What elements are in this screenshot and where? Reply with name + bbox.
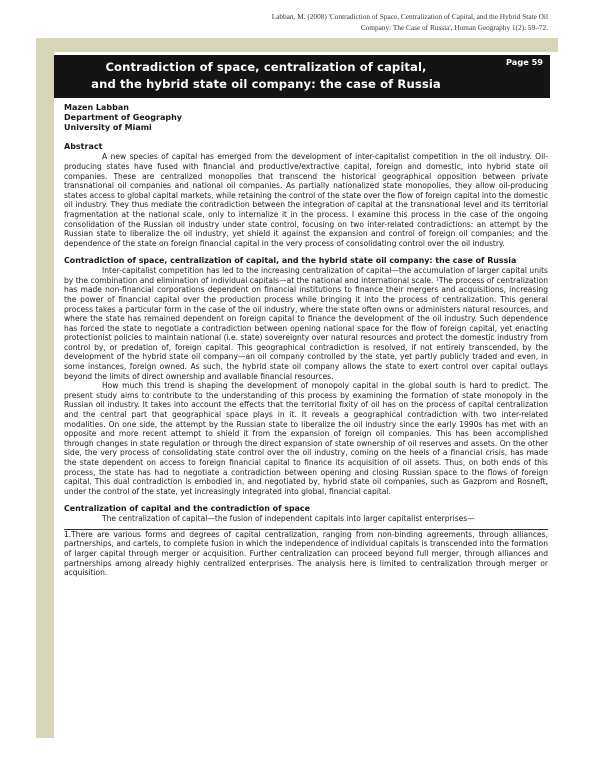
- left-decorative-bar: [36, 38, 54, 738]
- page-number: Page 59: [506, 57, 543, 67]
- citation-line-1: Labban, M. (2008) 'Contradiction of Space, Centralization of Capital, and the Hybrid State Oil: [271, 12, 548, 21]
- section-1-heading: Contradiction of space, centralization of capital, and the hybrid state oil company: the case of Russia: [64, 256, 517, 266]
- article-title: [54, 59, 478, 93]
- section-1-paragraph-2: How much this trend is shaping the development of monopoly capital in the global south is hard to predict. The present study aims to contribute to the understanding of this process by examining the formation of state monopoly in the Russian oil industry. It takes into account the effects that the territorial fixity of oil has on the process of capital centralization and the central part that geographical space plays in it. It reveals a geographical contradiction with two inter-related modalities. On one side, the attempt by the Russian state to liberalize the oil industry since the early 1990s has met with an opposite and more recent attempt to shield it from the expansion of foreign oil companies. This has been accomplished through changes in state regulation or through the direct expansion of state ownership of oil reserves and assets. On the other side, the very process of consolidating state control over the oil industry, coming on the heels of a financial crisis, has made the state dependent on access to foreign financial capital to finance its acquisition of oil assets. Thus, on both ends of this process, the state has had to negotiate a contradiction between opening and closing Russian space to the flows of foreign capital. This dual contradiction is embodied in, and negotiated by, hybrid state oil companies, such as Gazprom and Rosneft, under the control of the state, yet increasingly integrated into global, financial capital.: [64, 381, 548, 496]
- author-block: [64, 103, 548, 132]
- author-department: Department of Geography: [64, 112, 182, 122]
- citation: [180, 11, 548, 33]
- section-2-heading: Centralization of capital and the contradiction of space: [64, 504, 310, 514]
- title-banner: [54, 55, 550, 98]
- citation-line-2: Company: The Case of Russia', Human Geography 1(2): 59–72.: [360, 23, 548, 32]
- title-line-1: Contradiction of space, centralization of capital,: [105, 60, 427, 74]
- abstract-text: A new species of capital has emerged from the development of inter-capitalist competition in the oil industry. Oil-producing states have fused with financial and productive/extractive capital, foreign and domestic, into hybrid state oil companies. These are centralized monopolies that transcend the historical geographical opposition between private transnational oil companies and national oil companies. As partially nationalized state monopolies, they allow oil-producing states access to global capital markets, while retaining the control of the state over the flow of foreign capital into the domestic oil industry. They thus mediate the contradiction between the integration of capital at the transnational level and its territorial fragmentation at the national scale, only to internalize it in the process. I examine this process in the case of the ongoing consolidation of the Russian oil industry under state control, focusing on two inter-related contradictions: an attempt by the Russian state to liberalize the oil industry, yet shield it against the expansion and control of foreign oil companies; and the dependence of the state on foreign financial capital in the very process of consolidating control over the oil industry.: [64, 152, 549, 248]
- title-line-2: and the hybrid state oil company: the case of Russia: [91, 77, 441, 91]
- footnote: 1.There are various forms and degrees of capital centralization, ranging from non-binding agreements, through alliances, partnerships, and cartels, to complete fusion in which the independence of individual capitals is transcended into the formation of larger capital through merger or acquisition. Further centralization can proceed beyond full merger, through alliances and partnerships among already highly centralized enterprises. The analysis here is limited to centralization through merger or acquisition.: [64, 529, 548, 578]
- section-2-paragraph-1: The centralization of capital—the fusion of independent capitals into larger capitalist enterprises—: [102, 514, 475, 524]
- author-university: University of Miami: [64, 122, 152, 132]
- author-name: Mazen Labban: [64, 103, 129, 112]
- article-body: [64, 103, 548, 578]
- section-1-paragraph-1: Inter-capitalist competition has led to the increasing centralization of capital—the accumulation of larger capital units by the combination and elimination of individual capitals—at the national and international scale. ¹The process of centralization has made non-financial corporations dependent on financial institutions to finance their mergers and acquisitions, increasing the power of financial capital over the production process while bringing it into the process of centralization. This general process takes a particular form in the case of the oil industry, where the state often owns or administers natural resources, and where the state has remained dependent on foreign capital to finance the development of the oil industry. Such dependence has forced the state to negotiate a contradiction between opening national space for the flow of foreign capital, yet enacting protectionist policies to maintain national (i.e. state) sovereignty over natural resources and protect the domestic industry from control by, or predation of, foreign capital. This geographical contradiction is resolved, if not entirely transcended, by the development of the hybrid state oil company—an oil company controlled by the state, yet partly publicly traded and even, in some instances, foreign owned. As such, the hybrid state oil company allows the state to exert control over capital outlays beyond the limits of direct ownership and available financial resources.: [64, 266, 548, 381]
- top-decorative-band: [36, 38, 558, 52]
- abstract-heading: Abstract: [64, 142, 103, 152]
